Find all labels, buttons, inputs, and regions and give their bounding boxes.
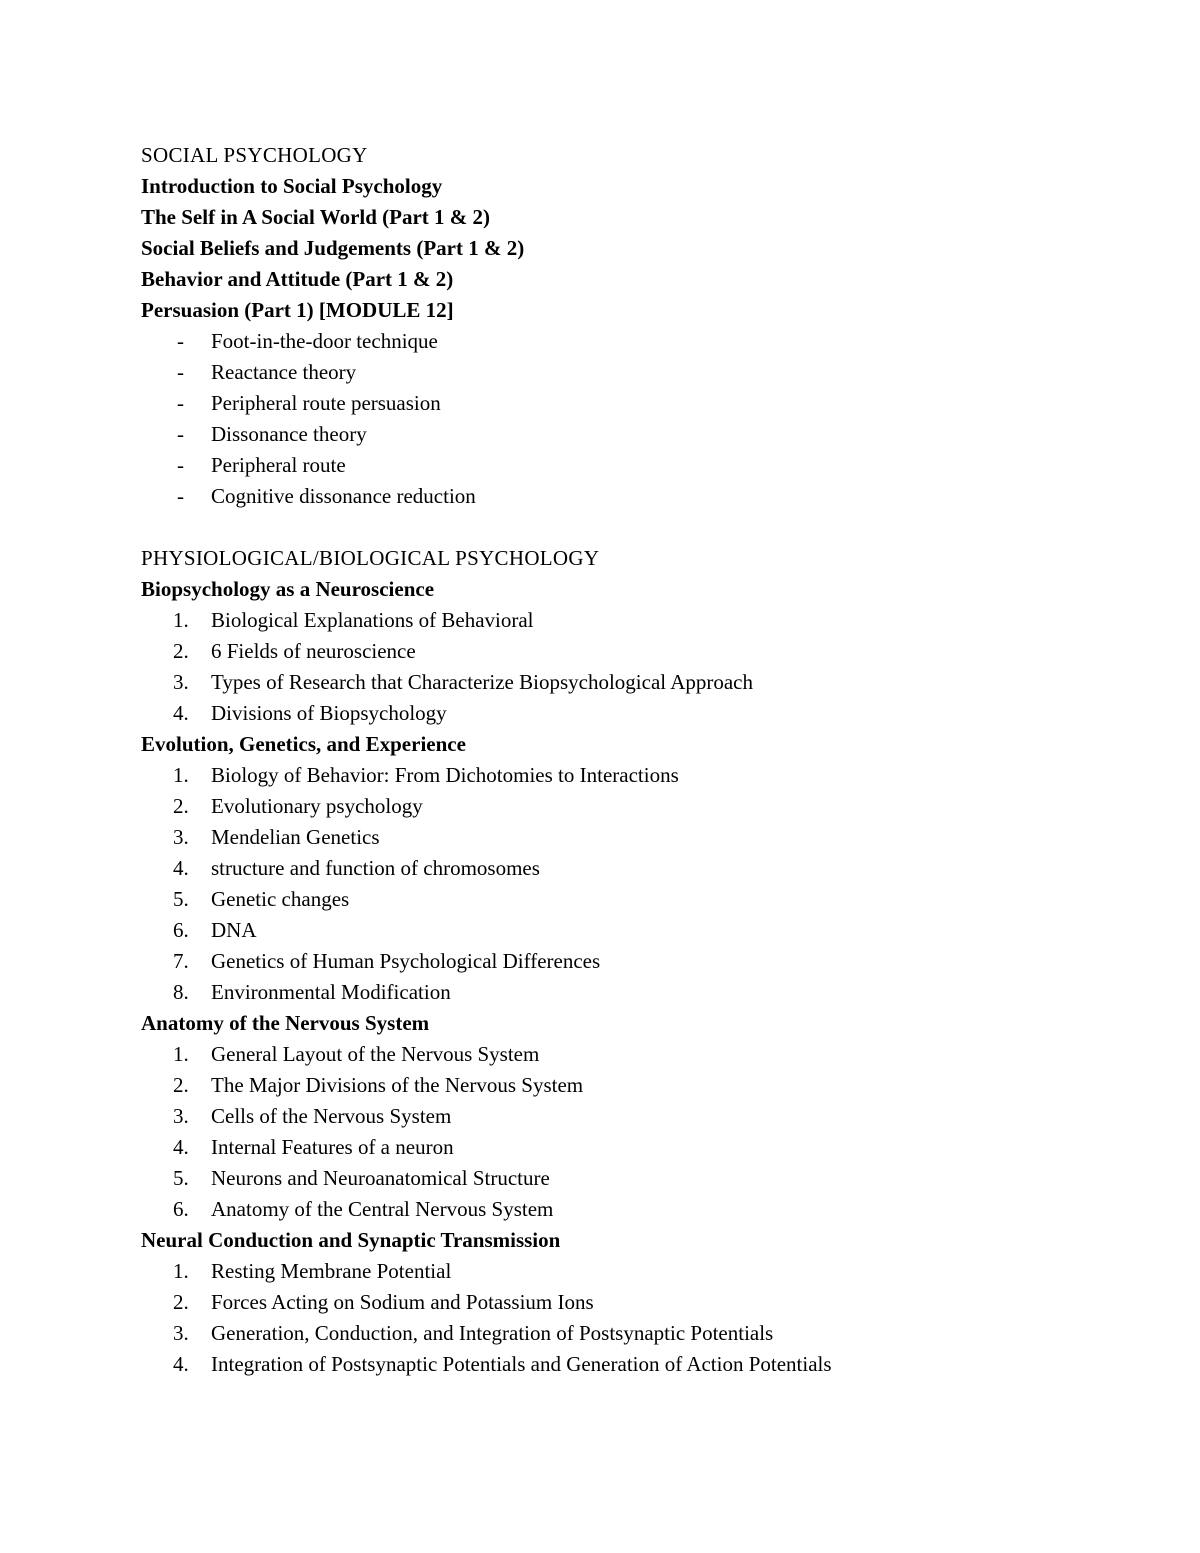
list-marker: - — [177, 453, 184, 477]
list-item-text: Foot-in-the-door technique — [211, 329, 438, 353]
list-marker: 4. — [173, 701, 189, 725]
section-title: SOCIAL PSYCHOLOGY — [141, 143, 368, 167]
list-marker: 2. — [173, 1290, 189, 1314]
list-item — [141, 605, 1141, 636]
list-item — [141, 326, 1141, 357]
list-item — [141, 977, 1141, 1008]
section-title: PHYSIOLOGICAL/BIOLOGICAL PSYCHOLOGY — [141, 546, 600, 570]
list-item-text: Evolutionary psychology — [211, 794, 423, 818]
list-item-text: Genetics of Human Psychological Differences — [211, 949, 601, 973]
list-marker: 1. — [173, 1259, 189, 1283]
document-section — [141, 140, 1141, 512]
list-marker: 4. — [173, 1352, 189, 1376]
list-item-text: Anatomy of the Central Nervous System — [211, 1197, 554, 1221]
list-marker: 3. — [173, 825, 189, 849]
list-item — [141, 760, 1141, 791]
list-item — [141, 884, 1141, 915]
list-item-text: Integration of Postsynaptic Potentials and Generation of Action Potentials — [211, 1352, 832, 1376]
list-item — [141, 1349, 1141, 1380]
list-marker: 4. — [173, 856, 189, 880]
topic-heading: Biopsychology as a Neuroscience — [141, 577, 435, 601]
list-item — [141, 915, 1141, 946]
list-item — [141, 1318, 1141, 1349]
list-item-text: Cognitive dissonance reduction — [211, 484, 476, 508]
list-item — [141, 1163, 1141, 1194]
numbered-list — [141, 760, 1141, 1008]
list-item-text: Peripheral route persuasion — [211, 391, 441, 415]
list-item — [141, 481, 1141, 512]
list-item-text: Biological Explanations of Behavioral — [211, 608, 534, 632]
list-marker: - — [177, 360, 184, 384]
topic-heading: Persuasion (Part 1) [MODULE 12] — [141, 298, 454, 322]
topic-heading: Behavior and Attitude (Part 1 & 2) — [141, 267, 454, 291]
list-item — [141, 636, 1141, 667]
list-item-text: Generation, Conduction, and Integration of Postsynaptic Potentials — [211, 1321, 774, 1345]
list-item-text: Divisions of Biopsychology — [211, 701, 447, 725]
list-item-text: Genetic changes — [211, 887, 350, 911]
list-marker: 1. — [173, 608, 189, 632]
list-item — [141, 1132, 1141, 1163]
numbered-list — [141, 1256, 1141, 1380]
list-item — [141, 357, 1141, 388]
list-marker: 2. — [173, 639, 189, 663]
list-item — [141, 853, 1141, 884]
list-item — [141, 822, 1141, 853]
list-item-text: Dissonance theory — [211, 422, 367, 446]
list-item-text: 6 Fields of neuroscience — [211, 639, 416, 663]
list-marker: - — [177, 391, 184, 415]
topic-heading: Evolution, Genetics, and Experience — [141, 732, 466, 756]
list-marker: 7. — [173, 949, 189, 973]
list-item-text: Internal Features of a neuron — [211, 1135, 454, 1159]
topic-heading: Introduction to Social Psychology — [141, 174, 443, 198]
list-marker: - — [177, 422, 184, 446]
section-spacer — [141, 512, 1141, 543]
list-item-text: DNA — [211, 918, 257, 942]
list-item-text: The Major Divisions of the Nervous System — [211, 1073, 584, 1097]
list-marker: 1. — [173, 763, 189, 787]
list-item-text: Biology of Behavior: From Dichotomies to Interactions — [211, 763, 679, 787]
list-item — [141, 1194, 1141, 1225]
list-marker: 2. — [173, 1073, 189, 1097]
list-item — [141, 946, 1141, 977]
list-item — [141, 1101, 1141, 1132]
list-marker: 3. — [173, 1321, 189, 1345]
list-item-text: Reactance theory — [211, 360, 357, 384]
list-item — [141, 450, 1141, 481]
list-marker: 5. — [173, 887, 189, 911]
list-item-text: Forces Acting on Sodium and Potassium Ions — [211, 1290, 594, 1314]
list-item — [141, 1256, 1141, 1287]
list-item-text: Neurons and Neuroanatomical Structure — [211, 1166, 550, 1190]
topic-heading: The Self in A Social World (Part 1 & 2) — [141, 205, 491, 229]
list-item-text: Resting Membrane Potential — [211, 1259, 452, 1283]
list-item — [141, 388, 1141, 419]
topic-heading: Neural Conduction and Synaptic Transmission — [141, 1228, 561, 1252]
list-item — [141, 1039, 1141, 1070]
list-marker: - — [177, 484, 184, 508]
list-item-text: General Layout of the Nervous System — [211, 1042, 540, 1066]
list-marker: 6. — [173, 918, 189, 942]
numbered-list — [141, 1039, 1141, 1225]
list-marker: 5. — [173, 1166, 189, 1190]
list-item — [141, 419, 1141, 450]
topic-heading: Social Beliefs and Judgements (Part 1 & 2) — [141, 236, 525, 260]
list-item — [141, 1070, 1141, 1101]
list-item-text: Cells of the Nervous System — [211, 1104, 452, 1128]
list-marker: 4. — [173, 1135, 189, 1159]
list-item — [141, 791, 1141, 822]
document-content — [141, 140, 1141, 1380]
list-item — [141, 698, 1141, 729]
list-item-text: structure and function of chromosomes — [211, 856, 540, 880]
list-item — [141, 667, 1141, 698]
list-marker: 8. — [173, 980, 189, 1004]
numbered-list — [141, 605, 1141, 729]
topic-heading: Anatomy of the Nervous System — [141, 1011, 430, 1035]
document-section — [141, 543, 1141, 1380]
list-marker: 1. — [173, 1042, 189, 1066]
list-marker: - — [177, 329, 184, 353]
list-marker: 2. — [173, 794, 189, 818]
list-item — [141, 1287, 1141, 1318]
list-marker: 3. — [173, 670, 189, 694]
list-marker: 6. — [173, 1197, 189, 1221]
list-item-text: Environmental Modification — [211, 980, 451, 1004]
list-item-text: Types of Research that Characterize Biopsychological Approach — [211, 670, 754, 694]
list-marker: 3. — [173, 1104, 189, 1128]
list-item-text: Peripheral route — [211, 453, 346, 477]
list-item-text: Mendelian Genetics — [211, 825, 380, 849]
dash-list — [141, 326, 1141, 512]
